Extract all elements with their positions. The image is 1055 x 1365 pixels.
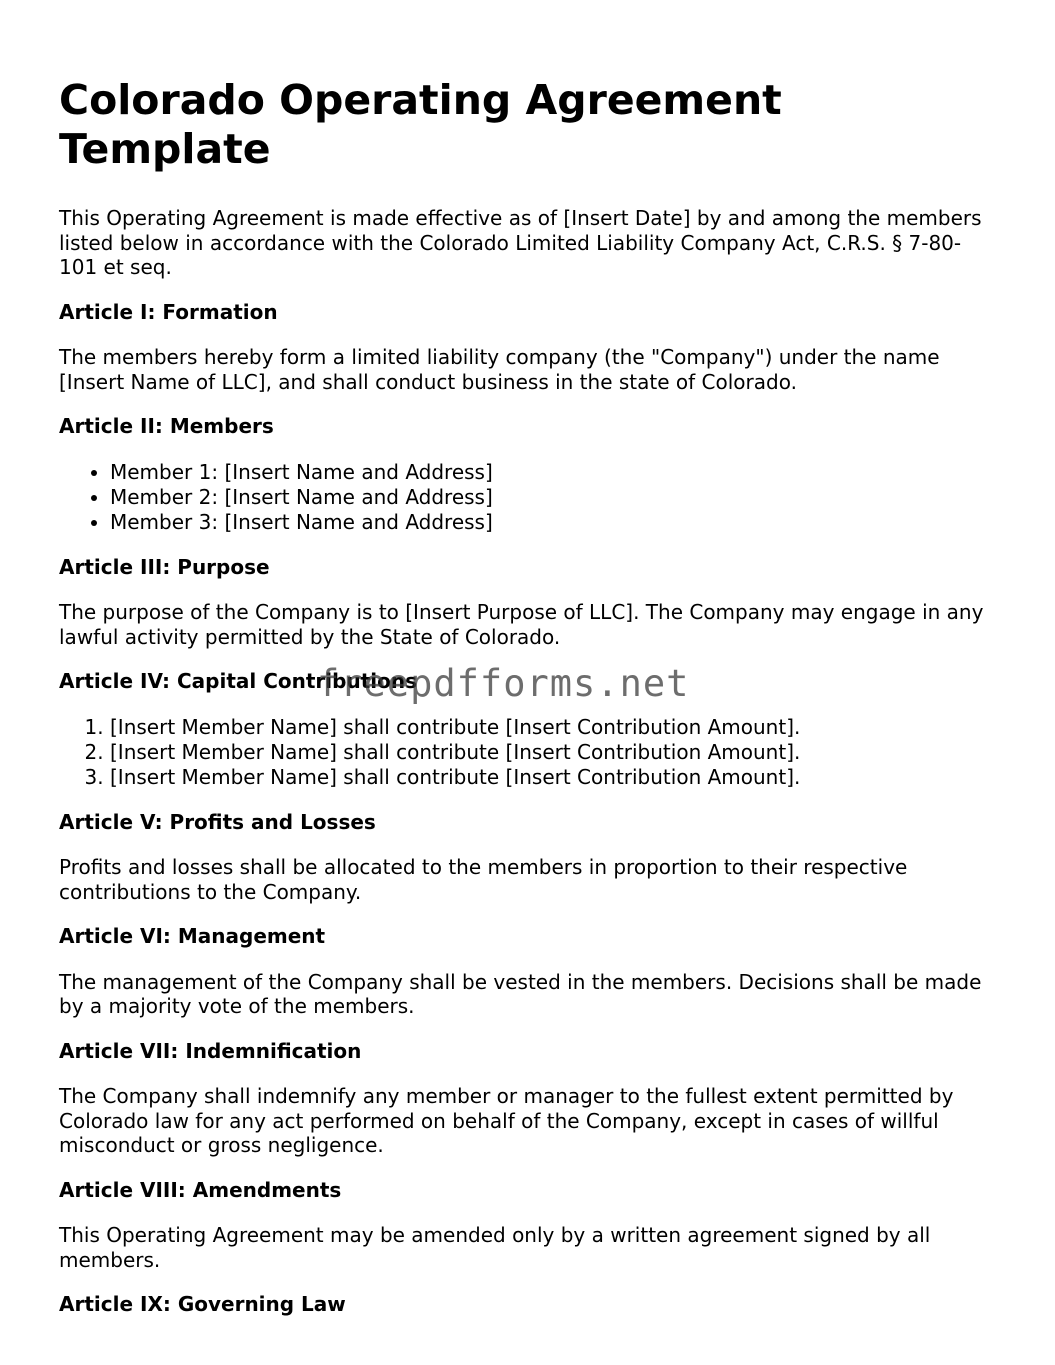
- article-3-body: The purpose of the Company is to [Insert Purpose of LLC]. The Company may engage in any lawful activity permitted by the State of Colorado.: [59, 600, 984, 649]
- article-6-body: The management of the Company shall be vested in the members. Decisions shall be made by a majority vote of the members.: [59, 969, 982, 1018]
- article-8-heading: Article VIII: Amendments: [59, 1177, 342, 1202]
- member-list-item: • Member 2: [Insert Name and Address]: [110, 485, 999, 510]
- article-4-heading: Article IV: Capital Contributions: [59, 669, 417, 693]
- contribution-list-item: 1. [Insert Member Name] shall contribute [Insert Contribution Amount].: [110, 715, 999, 740]
- article-7-body: The Company shall indemnify any member or manager to the fullest extent permitted by Colorado law for any act performed on behalf of the Company, except in cases of willful misconduct or gross negligence.: [59, 1084, 954, 1157]
- member-list-item: • Member 3: [Insert Name and Address]: [110, 510, 999, 535]
- document-title: Colorado Operating Agreement Template: [59, 76, 782, 173]
- contribution-list-item: 3. [Insert Member Name] shall contribute [Insert Contribution Amount].: [110, 765, 999, 790]
- contributions-list: [59, 715, 999, 790]
- article-7-heading: Article VII: Indemnification: [59, 1038, 362, 1063]
- article-9-heading: Article IX: Governing Law: [59, 1292, 346, 1316]
- intro-paragraph: This Operating Agreement is made effective as of [Insert Date] by and among the members listed below in accordance with the Colorado Limited Liability Company Act, C.R.S. § 7-80-101 et seq.: [59, 206, 982, 279]
- member-list-item: • Member 1: [Insert Name and Address]: [110, 460, 999, 485]
- watermark-text: freepdfforms.net: [317, 662, 690, 705]
- article-5-body: Profits and losses shall be allocated to the members in proportion to their respective contributions to the Company.: [59, 855, 908, 904]
- article-1-heading: Article I: Formation: [59, 299, 278, 324]
- document-page: [59, 76, 999, 1338]
- article-8-body: This Operating Agreement may be amended only by a written agreement signed by all members.: [59, 1223, 931, 1272]
- article-6-heading: Article VI: Management: [59, 924, 326, 948]
- members-list: [59, 460, 999, 535]
- contribution-list-item: 2. [Insert Member Name] shall contribute [Insert Contribution Amount].: [110, 740, 999, 765]
- article-5-heading: Article V: Profits and Losses: [59, 809, 376, 834]
- article-1-body: The members hereby form a limited liability company (the "Company") under the name [Insert Name of LLC], and shall conduct business in the state of Colorado.: [59, 345, 940, 394]
- article-2-heading: Article II: Members: [59, 414, 274, 438]
- article-3-heading: Article III: Purpose: [59, 554, 270, 579]
